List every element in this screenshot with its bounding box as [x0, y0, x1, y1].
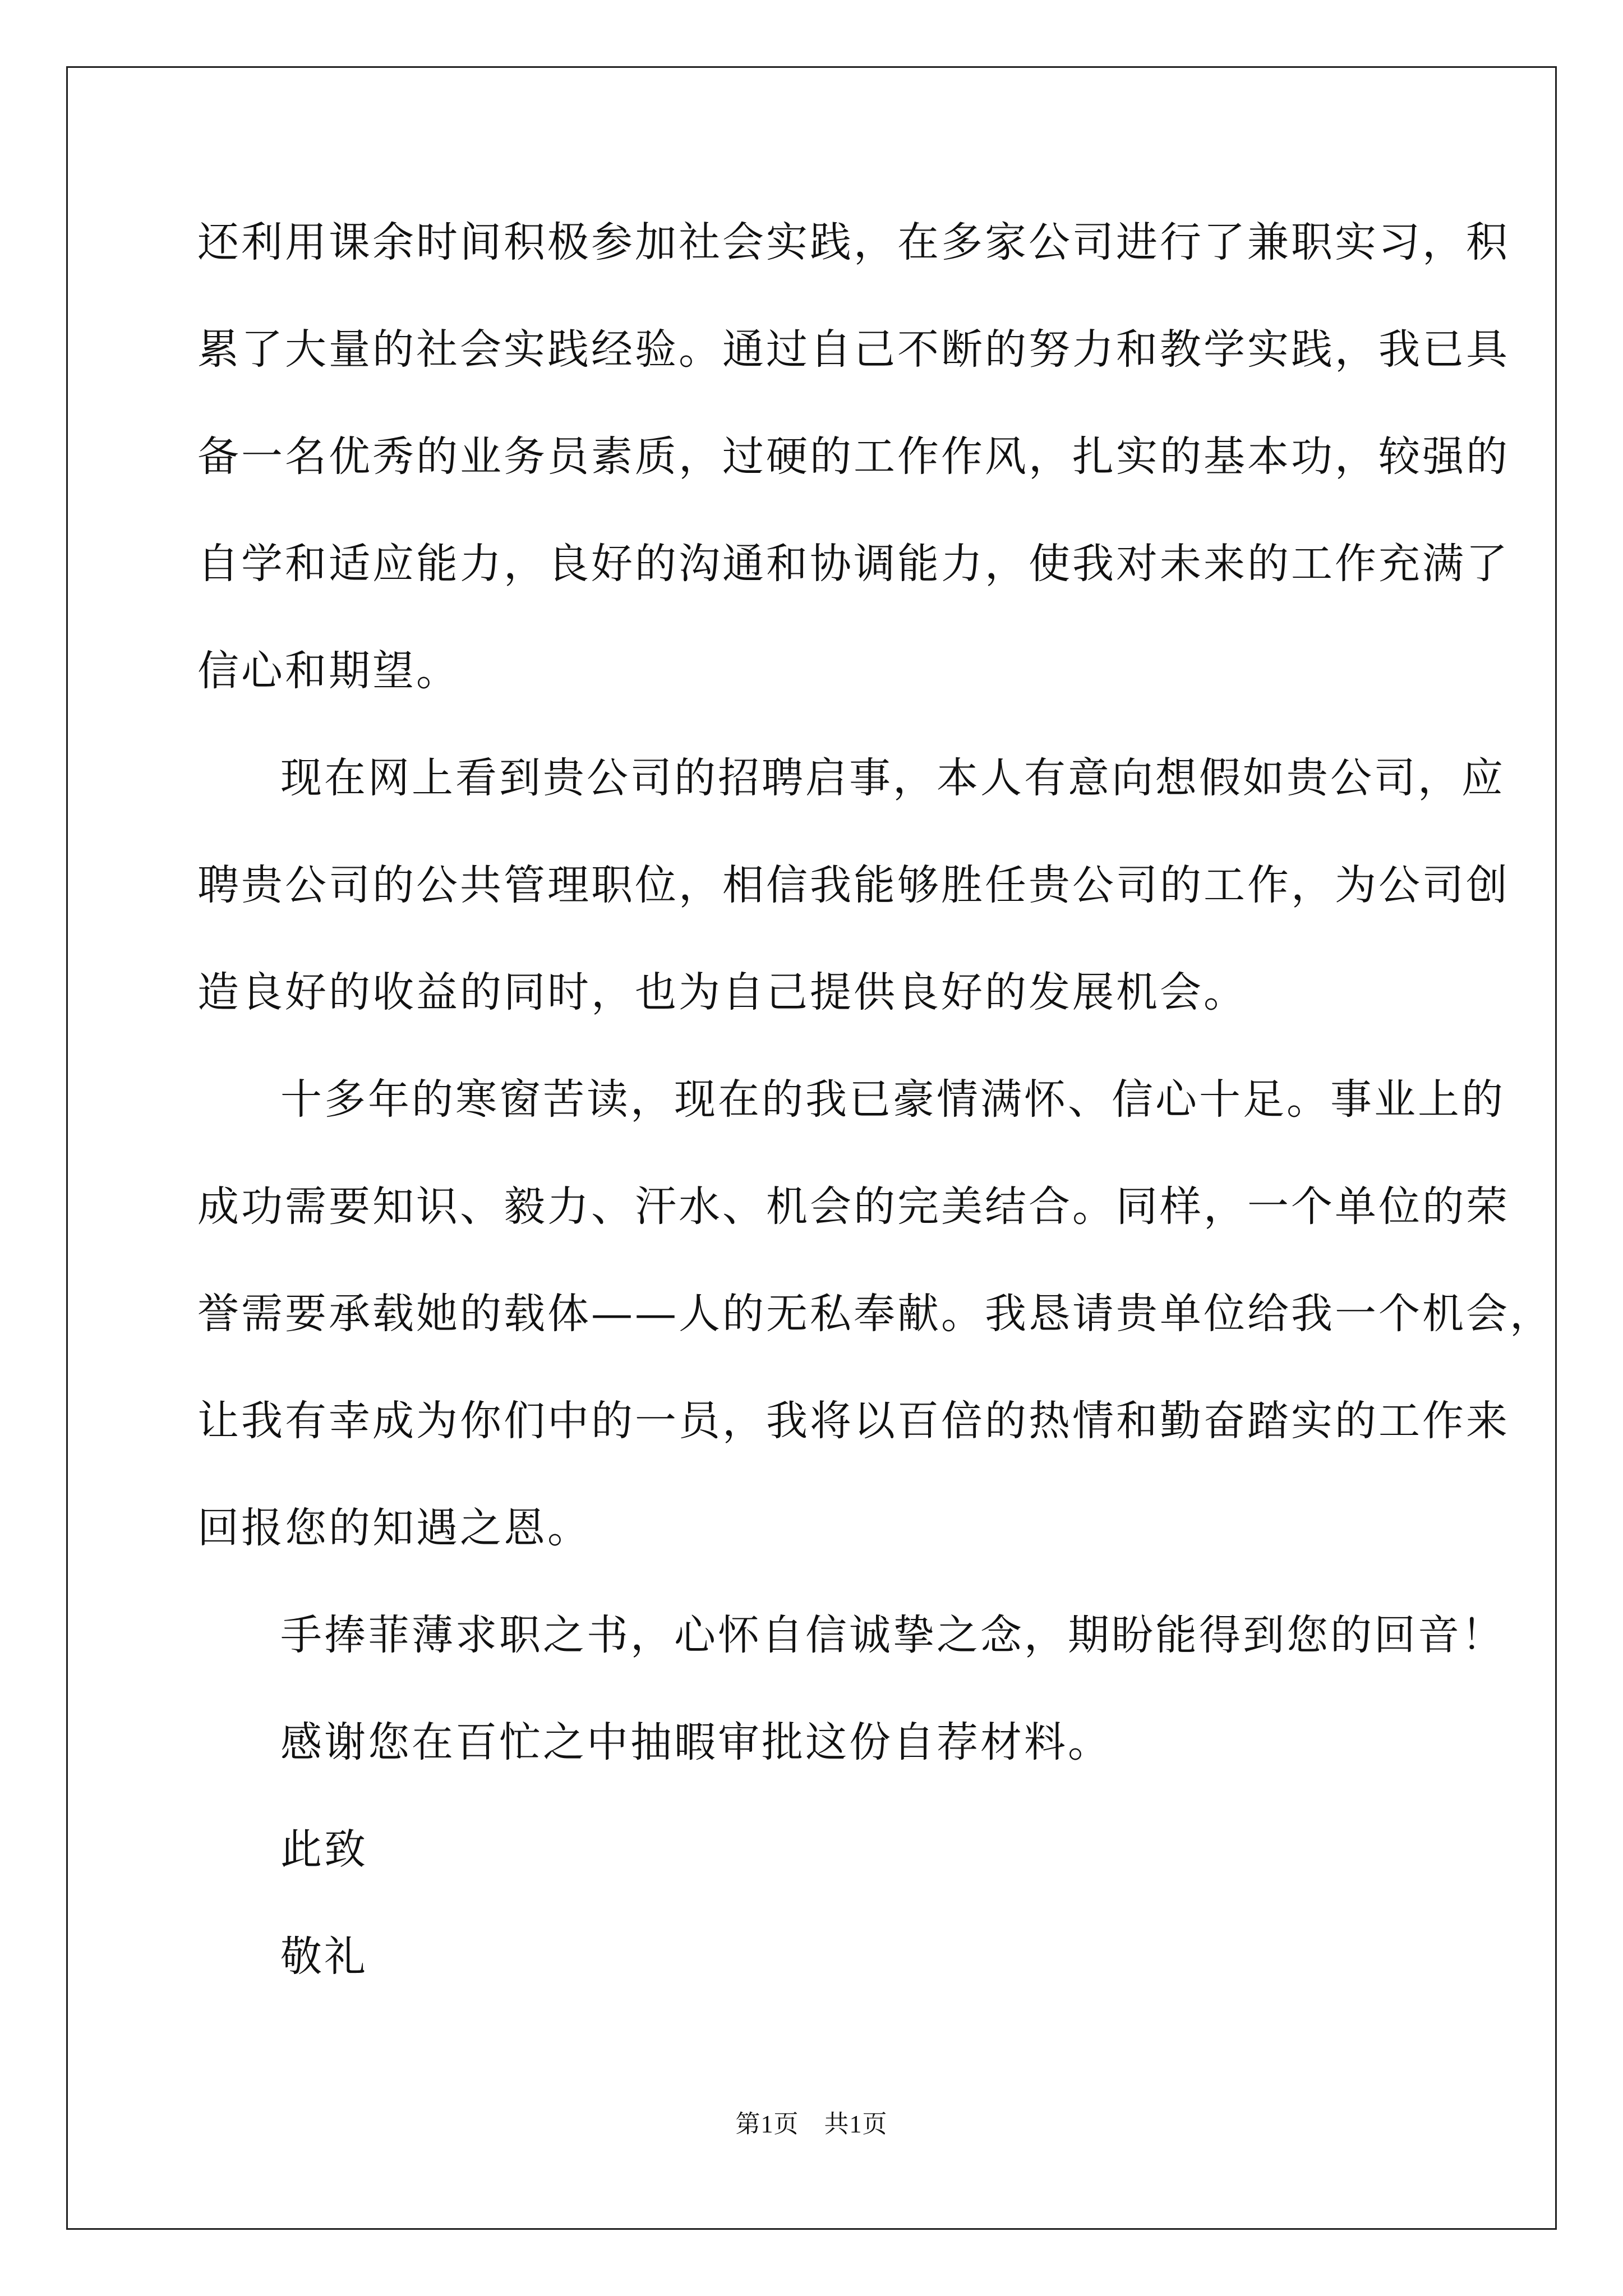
letter-line: 备一名优秀的业务员素质，过硬的工作作风，扎实的基本功，较强的	[197, 432, 1510, 481]
letter-line: 信心和期望。	[197, 647, 460, 695]
letter-line: 现在网上看到贵公司的招聘启事，本人有意向想假如贵公司，应	[280, 754, 1505, 802]
letter-line: 誉需要承载她的载体——人的无私奉献。我恳请贵单位给我一个机会，	[197, 1290, 1553, 1338]
letter-line: 感谢您在百忙之中抽暇审批这份自荐材料。	[280, 1718, 1112, 1766]
letter-line: 十多年的寒窗苦读，现在的我已豪情满怀、信心十足。事业上的	[280, 1075, 1505, 1124]
page-border	[66, 66, 1557, 2230]
letter-line: 让我有幸成为你们中的一员，我将以百倍的热情和勤奋踏实的工作来	[197, 1397, 1510, 1445]
letter-line: 聘贵公司的公共管理职位，相信我能够胜任贵公司的工作，为公司创	[197, 861, 1510, 909]
letter-line: 此致	[280, 1825, 368, 1874]
letter-line: 造良好的收益的同时，也为自己提供良好的发展机会。	[197, 968, 1247, 1016]
letter-line: 累了大量的社会实践经验。通过自己不断的努力和教学实践，我已具	[197, 325, 1510, 374]
letter-line: 成功需要知识、毅力、汗水、机会的完美结合。同样，一个单位的荣	[197, 1182, 1510, 1231]
letter-line: 回报您的知遇之恩。	[197, 1504, 591, 1552]
letter-line: 手捧菲薄求职之书，心怀自信诚挚之念，期盼能得到您的回音！	[280, 1611, 1505, 1659]
letter-line: 敬礼	[280, 1932, 368, 1981]
letter-line: 自学和适应能力，良好的沟通和协调能力，使我对未来的工作充满了	[197, 540, 1510, 588]
page-footer: 第1页 共1页	[735, 2110, 888, 2138]
letter-line: 还利用课余时间积极参加社会实践，在多家公司进行了兼职实习，积	[197, 218, 1510, 266]
